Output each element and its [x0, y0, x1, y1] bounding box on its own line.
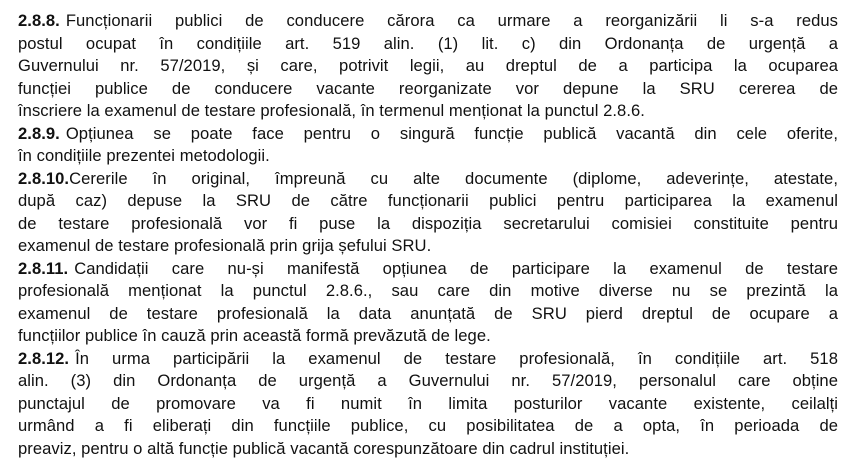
section-number: 2.8.11.	[18, 259, 68, 278]
paragraph-text: Funcționarii publici de conducere cărora ca urmare a reorganizării li s-a redus	[66, 11, 838, 30]
paragraph-2-8-10-line-4: examenul de testare profesională prin grija șefului SRU.	[18, 235, 838, 258]
paragraph-2-8-12-line-5: preaviz, pentru o altă funcție publică vacantă corespunzătoare din cadrul instituției.	[18, 438, 838, 460]
paragraph-text: Candidații care nu-și manifestă opțiunea de participare la examenul de testare	[74, 259, 838, 278]
section-number: 2.8.8.	[18, 11, 60, 30]
paragraph-2-8-10-line-2: după caz) depuse la SRU de către funcționarii publici pentru participarea la examenul	[18, 190, 838, 213]
paragraph-2-8-8-line-4: funcției publice de conducere vacante reorganizate vor depune la SRU cererea de	[18, 78, 838, 101]
paragraph-2-8-11-line-4: funcțiilor publice în cauză prin această formă prevăzută de lege.	[18, 325, 838, 348]
paragraph-2-8-12-line-3: punctajul de promovare va fi numit în limita posturilor vacante existente, ceilalți	[18, 393, 838, 416]
section-number: 2.8.10.	[18, 169, 69, 188]
paragraph-2-8-11-line-2: profesională menționat la punctul 2.8.6., sau care din motive diverse nu se prezintă la	[18, 280, 838, 303]
paragraph-2-8-11-line-1	[18, 258, 838, 281]
paragraph-2-8-12-line-2: alin. (3) din Ordonanța de urgență a Guvernului nr. 57/2019, personalul care obține	[18, 370, 838, 393]
section-number: 2.8.9.	[18, 124, 60, 143]
paragraph-2-8-8-line-5: înscriere la examenul de testare profesională, în termenul menționat la punctul 2.8.6.	[18, 100, 838, 123]
paragraph-2-8-9-line-2: în condițiile prezentei metodologii.	[18, 145, 838, 168]
paragraph-2-8-11-line-3: examenul de testare profesională la data anunțată de SRU pierd dreptul de ocupare a	[18, 303, 838, 326]
paragraph-2-8-8-line-3: Guvernului nr. 57/2019, și care, potrivit legii, au dreptul de a participa la ocuparea	[18, 55, 838, 78]
section-number: 2.8.12.	[18, 349, 69, 368]
paragraph-text: În urma participării la examenul de testare profesională, în condițiile art. 518	[75, 349, 838, 368]
paragraph-text: Cererile în original, împreună cu alte documente (diplome, adeverințe, atestate,	[69, 169, 838, 188]
paragraph-2-8-10-line-3: de testare profesională vor fi puse la dispoziția secretarului comisiei constituite pentru	[18, 213, 838, 236]
paragraph-text: Opțiunea se poate face pentru o singură funcție publică vacantă din cele oferite,	[66, 124, 838, 143]
paragraph-2-8-10-line-1	[18, 168, 838, 191]
paragraph-2-8-8-line-1	[18, 10, 838, 33]
paragraph-2-8-12-line-1	[18, 348, 838, 371]
paragraph-2-8-12-line-4: urmând a fi eliberați din funcțiile publice, cu posibilitatea de a opta, în perioada de	[18, 415, 838, 438]
paragraph-2-8-8-line-2: postul ocupat în condițiile art. 519 alin. (1) lit. c) din Ordonanța de urgență a	[18, 33, 838, 56]
document-text	[18, 0, 838, 460]
paragraph-2-8-9-line-1	[18, 123, 838, 146]
